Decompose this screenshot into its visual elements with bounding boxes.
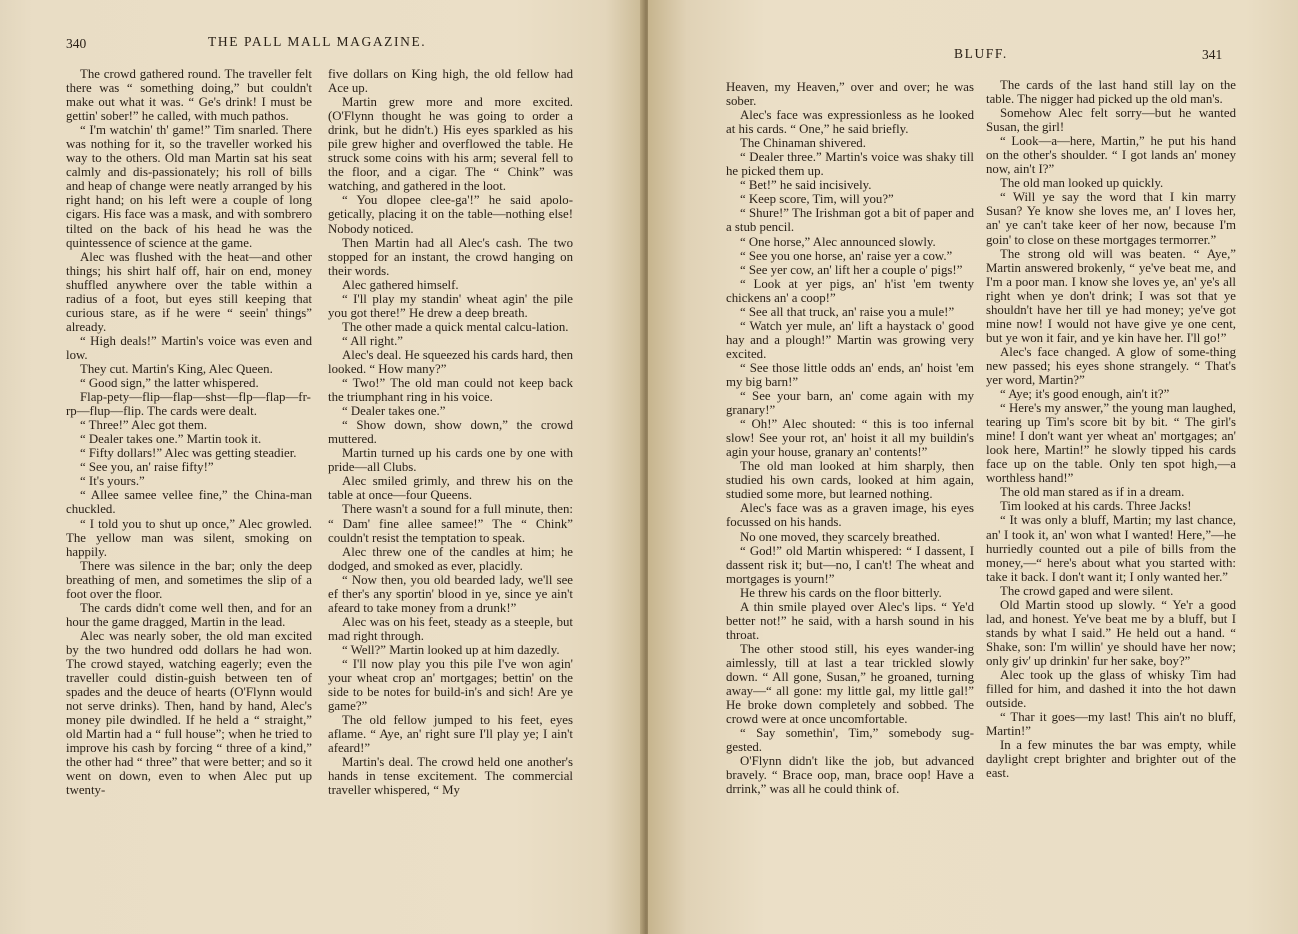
- right-page: [648, 0, 1298, 934]
- paragraph: Somehow Alec felt sorry—but he wanted Susan, the girl!: [986, 106, 1236, 135]
- paragraph: In a few minutes the bar was empty, while daylight crept brighter and brighter out of the east.: [986, 738, 1236, 781]
- paragraph: The other stood still, his eyes wander-ing aimlessly, till at last a tear trickled slowly down. “ All gone, Susan,” he groaned, turning away—“ all gone: my little gal, my little gal!” He broke down completely and sobbed. The crowd were at once uncomfortable.: [726, 641, 974, 727]
- paragraph: five dollars on King high, the old fellow had Ace up.: [328, 67, 573, 96]
- paragraph: “ I'll play my standin' wheat agin' the pile you got there!” He drew a deep breath.: [328, 291, 573, 320]
- paragraph: Tim looked at his cards. Three Jacks!: [1000, 499, 1192, 514]
- paragraph: “ Well?” Martin looked up at him dazedly.: [342, 642, 560, 657]
- paragraph: The old man looked up quickly.: [1000, 176, 1164, 191]
- paragraph: “ Bet!” he said incisively.: [740, 178, 872, 193]
- paragraph: Alec smiled grimly, and threw his on the table at once—four Queens.: [328, 474, 573, 503]
- running-head-left: THE PALL MALL MAGAZINE.: [208, 34, 427, 49]
- page-number-left: 340: [66, 36, 87, 51]
- paragraph: “ Look—a—here, Martin,” he put his hand on the other's shoulder. “ I got lands an' money now, ain't I?”: [986, 134, 1236, 177]
- paragraph: “ Dealer three.” Martin's voice was shaky till he picked them up.: [726, 150, 974, 179]
- paragraph: Alec took up the glass of whisky Tim had filled for him, and dashed it into the hot dawn outside.: [986, 667, 1236, 711]
- paragraph: “ It's yours.”: [80, 474, 145, 489]
- paragraph: “ Say somethin', Tim,” somebody sug-gested.: [726, 726, 974, 755]
- paragraph: Heaven, my Heaven,” over and over; he was sober.: [726, 80, 974, 109]
- paragraph: “ Aye; it's good enough, ain't it?”: [1000, 387, 1170, 402]
- paragraph: Alec's deal. He squeezed his cards hard, then looked. “ How many?”: [328, 347, 573, 376]
- paragraph: The old fellow jumped to his feet, eyes aflame. “ Aye, an' right sure I'll play ye; I ain't afeard!”: [328, 713, 573, 756]
- paragraph: The Chinaman shivered.: [740, 136, 866, 151]
- paragraph: “ I told you to shut up once,” Alec growled. The yellow man was silent, smoking on happily.: [66, 516, 312, 559]
- paragraph: No one moved, they scarcely breathed.: [740, 529, 941, 544]
- paragraph: The crowd gaped and were silent.: [1000, 583, 1174, 598]
- paragraph: “ Now then, you old bearded lady, we'll see ef ther's any sportin' blood in ye, since ye ain't afeard to take money from a drunk!”: [328, 572, 573, 615]
- paragraph: Martin turned up his cards one by one with pride—all Clubs.: [328, 446, 573, 475]
- paragraph: “ Oh!” Alec shouted: “ this is too infernal slow! See your rot, an' hoist it all my buildin's agin your house, granary an' contents!”: [726, 417, 974, 460]
- paragraph: “ Dealer takes one.” Martin took it.: [80, 432, 262, 447]
- paragraph: “ Dealer takes one.”: [342, 404, 446, 419]
- paragraph: “ See those little odds an' ends, an' hoist 'em my big barn!”: [726, 360, 974, 389]
- paragraph: “ One horse,” Alec announced slowly.: [740, 234, 936, 249]
- paragraph: The crowd gathered round. The traveller felt there was “ something doing,” but couldn't make out what it was. “ Ge's drink! I must be gettin' sober!” he called, with much pathos.: [66, 67, 312, 124]
- paragraph: “ Two!” The old man could not keep back the triumphant ring in his voice.: [328, 376, 573, 405]
- paragraph: The strong old will was beaten. “ Aye,” Martin answered brokenly, “ ye've beat me, and I'm a poor man. I know she loves ye, an' ye's all right when ye don't drink; I was sot that ye shouldn't have her till ye had money; ye've got mine now! I would not have give ye one cent, but ye won it fair, and ye kin have her. I'll go!”: [986, 246, 1236, 345]
- paragraph: “ See yer cow, an' lift her a couple o' pigs!”: [740, 262, 963, 277]
- paragraph: Then Martin had all Alec's cash. The two stopped for an instant, the crowd hanging on their words.: [328, 235, 573, 278]
- right-column-1: [726, 80, 974, 796]
- paragraph: The old man stared as if in a dream.: [1000, 485, 1185, 500]
- paragraph: “ All right.”: [342, 333, 403, 348]
- paragraph: “ Thar it goes—my last! This ain't no bluff, Martin!”: [986, 710, 1236, 739]
- left-page: [0, 0, 644, 934]
- running-head-right: BLUFF.: [954, 46, 1008, 61]
- page-number-right: 341: [1202, 47, 1223, 62]
- left-column-2: [328, 67, 573, 797]
- paragraph: “ Fifty dollars!” Alec was getting steadier.: [80, 446, 297, 461]
- paragraph: Alec threw one of the candles at him; he dodged, and smoked as ever, placidly.: [328, 544, 573, 573]
- paragraph: A thin smile played over Alec's lips. “ Ye'd better not!” he said, with a harsh sound in his throat.: [726, 599, 974, 642]
- paragraph: “ Three!” Alec got them.: [80, 418, 208, 433]
- paragraph: “ Here's my answer,” the young man laughed, tearing up Tim's score bit by bit. “ The girl's mine! I don't want yer wheat an' mortgages; an' look here, Martin!” he slowly tipped his cards face up on the table. Only ten spot high,—a worthless hand!”: [986, 401, 1236, 486]
- paragraph: The cards didn't come well then, and for an hour the game dragged, Martin in the lead.: [66, 600, 312, 629]
- paragraph: There wasn't a sound for a full minute, then: “ Dam' fine allee samee!” The “ Chink” couldn't resist the temptation to speak.: [328, 502, 573, 545]
- paragraph: Alec gathered himself.: [342, 277, 459, 292]
- paragraph: Alec's face changed. A glow of some-thing new passed; his eyes shone strangely. “ That's yer word, Martin?”: [986, 344, 1236, 387]
- paragraph: “ Watch yer mule, an' lift a haystack o' good hay and a plough!” Martin was growing very excited.: [726, 318, 974, 361]
- paragraph: There was silence in the bar; only the deep breathing of men, and sometimes the slip of a foot over the floor.: [66, 558, 312, 601]
- paragraph: O'Flynn didn't like the job, but advanced bravely. “ Brace oop, man, brace oop! Have a drrink,” was all he could think of.: [726, 754, 974, 797]
- paragraph: He threw his cards on the floor bitterly.: [740, 585, 942, 600]
- paragraph: The other made a quick mental calcu-lation.: [342, 319, 569, 334]
- paragraph: Alec's face was as a graven image, his eyes focussed on his hands.: [726, 501, 974, 530]
- right-column-2: [986, 78, 1236, 780]
- paragraph: Alec was on his feet, steady as a steeple, but mad right through.: [328, 614, 573, 643]
- paragraph: “ Will ye say the word that I kin marry Susan? Ye know she loves me, an' I loves her, an' ye can't take keer of her now, because I'm goin' to close on these mortgages termorrer.”: [986, 190, 1236, 247]
- paragraph: The cards of the last hand still lay on the table. The nigger had picked up the old man's.: [986, 78, 1236, 107]
- paragraph: Old Martin stood up slowly. “ Ye'r a good lad, and honest. Ye've beat me by a bluff, but I stands by what I said.” He held out a hand. “ Shake, son: I'm willin' ye should have her now; only giv' up drinkin' fur her sake, boy?”: [986, 597, 1236, 668]
- paragraph: Alec's face was expressionless as he looked at his cards. “ One,” he said briefly.: [726, 108, 974, 137]
- paragraph: Martin grew more and more excited. (O'Flynn thought he was going to order a drink, but he didn't.) His eyes sparkled as his pile grew higher and overflowed the table. He struck some coins with his arm; several fell to the floor, and a cigar. The “ Chink” was watching, and gathered in the loot.: [328, 95, 573, 194]
- paragraph: “ Shure!” The Irishman got a bit of paper and a stub pencil.: [726, 206, 974, 235]
- paragraph: “ Show down, show down,” the crowd muttered.: [328, 418, 573, 447]
- paragraph: “ Keep score, Tim, will you?”: [740, 192, 894, 207]
- paragraph: “ Look at yer pigs, an' h'ist 'em twenty chickens an' a coop!”: [726, 276, 974, 305]
- paragraph: “ I'll now play you this pile I've won agin' your wheat crop an' mortgages; bettin' on the side to be notes for build-in's and sich! Are ye game?”: [328, 656, 573, 714]
- paragraph: They cut. Martin's King, Alec Queen.: [80, 361, 273, 376]
- left-column-1: [66, 67, 312, 797]
- paragraph: “ I'm watchin' th' game!” Tim snarled. There was nothing for it, so the traveller worked his way to the others. Old man Martin sat his seat calmly and dis-passionately; his roll of bills and heap of change were neatly arranged by his right hand; on his left were a couple of long cigars. His face was a mask, and with sombrero tilted on the back of his head he was the quintessence of science at the game.: [66, 123, 312, 250]
- paragraph: “ See you, an' raise fifty!”: [80, 460, 214, 475]
- paragraph: Alec was nearly sober, the old man excited by the two hundred odd dollars he had won. The crowd stayed, watching eagerly; even the traveller could distin-guish between ten of spades and the deuce of hearts (O'Flynn would not serve drinks). Then, hand by hand, Alec's money pile dwindled. If he held a “ straight,” old Martin had a “ full house”; when he tried to improve his cash by forcing “ three of a kind,” the other had “ three” that were better; and so it went on down, even to when Alec put up twenty-: [66, 628, 312, 798]
- paragraph: Alec was flushed with the heat—and other things; his shirt half off, hair on end, money shuffled anywhere over the table within a radius of a foot, but eyes still keeping that curious stare, as if he were “ seein' things” already.: [66, 249, 312, 334]
- paragraph: The old man looked at him sharply, then studied his own cards, looked at him again, studied some more, but learned nothing.: [726, 459, 974, 502]
- paragraph: “ Allee samee vellee fine,” the China-man chuckled.: [66, 488, 312, 517]
- paragraph: Martin's deal. The crowd held one another's hands in tense excitement. The commercial traveller whispered, “ My: [328, 755, 573, 798]
- paragraph: “ High deals!” Martin's voice was even and low.: [66, 333, 312, 362]
- paragraph: “ See you one horse, an' raise yer a cow.”: [740, 248, 953, 263]
- paragraph: “ It was only a bluff, Martin; my last chance, an' I took it, an' won what I wanted! Here,”—he hurriedly counted out a pile of bills from the money,—“ here's about what you started with: take it back. I don't want it; I only wanted her.”: [986, 513, 1236, 584]
- paragraph: Flap-pety—flip—flap—shst—flp—flap—fr-rp—flup—flip. The cards were dealt.: [66, 390, 311, 419]
- paragraph: “ Good sign,” the latter whispered.: [80, 376, 259, 391]
- paragraph: “ You dlopee clee-ga'!” he said apolo-getically, placing it on the table—nothing else! Nobody noticed.: [328, 193, 573, 236]
- paragraph: “ See all that truck, an' raise you a mule!”: [740, 304, 955, 319]
- paragraph: “ See your barn, an' come again with my granary!”: [726, 389, 974, 418]
- paragraph: “ God!” old Martin whispered: “ I dassent, I dassent risk it; but—no, I can't! The wheat and mortgages is yourn!”: [726, 543, 974, 586]
